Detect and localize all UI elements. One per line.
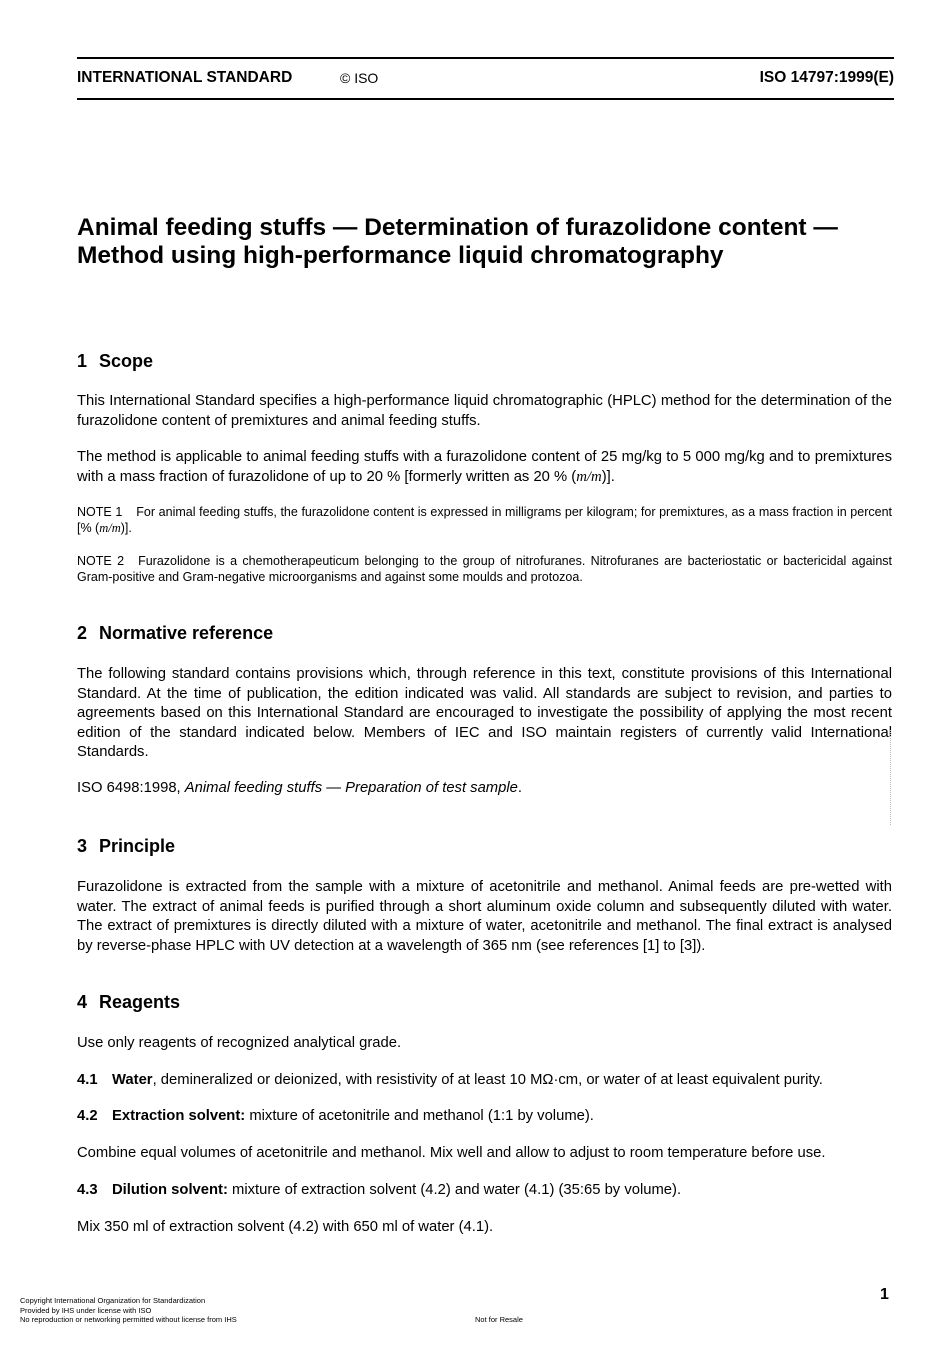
clause-number: 4.1 <box>77 1072 98 1088</box>
reagent-4-1 <box>77 1071 892 1091</box>
scope-note-2 <box>77 553 892 585</box>
scope-para2-end: )]. <box>601 468 615 485</box>
reagent-text: mixture of acetonitrile and methanol (1:1 by volume). <box>245 1108 594 1124</box>
section-title: Principle <box>99 836 176 856</box>
scope-paragraph-2 <box>77 448 892 487</box>
reagents-intro: Use only reagents of recognized analytical grade. <box>77 1035 402 1051</box>
footer-line: No reproduction or networking permitted without license from IHS <box>20 1315 237 1324</box>
section-normative-heading <box>77 623 273 644</box>
not-for-resale-label: Not for Resale <box>475 1315 523 1324</box>
note-text-end: )]. <box>120 521 132 535</box>
section-principle-heading <box>77 836 175 857</box>
note-unit: m/m <box>99 521 121 535</box>
reagent-4-3 <box>77 1181 892 1201</box>
normative-paragraph: The following standard contains provisions which, through reference in this text, constitute provisions of this International Standard. At the time of publication, the edition indicated was valid. All standards are subject to revision, and parties to agreements based on this International Standard are encouraged to investigate the possibility of applying the most recent edition of the standard indicated below. Members of IEC and ISO maintain registers of currently valid International Standards. <box>77 666 892 760</box>
scope-paragraph-1: This International Standard specifies a high-performance liquid chromatographic (HPLC) method for the determination of the furazolidone content of premixtures and animal feeding stuffs. <box>77 393 892 429</box>
section-title: Scope <box>99 351 154 371</box>
section-reagents-heading <box>77 992 180 1013</box>
section-title: Normative reference <box>99 623 274 643</box>
reagent-term: Water <box>112 1072 153 1088</box>
reagent-text: , demineralized or deionized, with resistivity of at least 10 MΩ·cm, or water of at least equivalent purity. <box>152 1072 823 1088</box>
header-bottom-rule <box>77 98 894 100</box>
footer-line: Copyright International Organization for Standardization <box>20 1296 206 1305</box>
note-label: NOTE 1 <box>77 505 123 519</box>
reagent-4-3-paragraph: Mix 350 ml of extraction solvent (4.2) with 650 ml of water (4.1). <box>77 1219 494 1235</box>
reagent-text: mixture of extraction solvent (4.2) and water (4.1) (35:65 by volume). <box>227 1182 682 1198</box>
scope-para2-unit: m/m <box>576 468 602 485</box>
footer-line: Provided by IHS under license with ISO <box>20 1305 152 1315</box>
document-title <box>77 214 907 270</box>
note-label: NOTE 2 <box>77 554 125 568</box>
scope-note-1 <box>77 504 892 536</box>
clause-number: 4.2 <box>77 1108 98 1124</box>
standard-number: ISO 14797:1999(E) <box>759 69 894 86</box>
margin-mark <box>890 730 893 825</box>
note-text: For animal feeding stuffs, the furazolidone content is expressed in milligrams per kilogram; for premixtures, as a mass fraction in percent [% ( <box>77 505 892 535</box>
header-top-rule <box>77 57 894 59</box>
normative-reference-item <box>77 779 892 799</box>
section-scope-heading <box>77 351 153 372</box>
section-title: Reagents <box>99 992 181 1012</box>
section-number: 1 <box>77 351 88 371</box>
note-text: Furazolidone is a chemotherapeuticum belonging to the group of nitrofuranes. Nitrofuranes are bacteriostatic or bactericidal against Gram-positive and Gram-negative microorganisms and against some moulds and protozoa. <box>77 554 892 584</box>
reagent-term: Extraction solvent: <box>112 1108 246 1124</box>
copyright-label: © ISO <box>340 70 379 86</box>
reference-end: . <box>517 780 523 796</box>
title-line-2: Method using high-performance liquid chromatography <box>77 242 724 269</box>
principle-paragraph: Furazolidone is extracted from the sample with a mixture of acetonitrile and methanol. Animal feeds are pre-wetted with water. The extract of animal feeds is purified through a short aluminum oxide column and subsequently diluted with water. The extract of premixtures is directly diluted with a mixture of water, acetonitrile and methanol. The final extract is analysed by reverse-phase HPLC with UV detection at a wavelength of 365 nm (see references [1] to [3]). <box>77 879 892 954</box>
reagent-4-2 <box>77 1107 892 1127</box>
page-number: 1 <box>880 1286 889 1303</box>
clause-number: 4.3 <box>77 1182 98 1198</box>
section-number: 2 <box>77 623 88 643</box>
reference-title: Animal feeding stuffs — Preparation of test sample <box>184 780 518 796</box>
section-number: 4 <box>77 992 88 1012</box>
reagent-4-2-paragraph: Combine equal volumes of acetonitrile and methanol. Mix well and allow to adjust to room temperature before use. <box>77 1145 826 1161</box>
copyright-footer <box>20 1296 237 1325</box>
reference-code: ISO 6498:1998, <box>77 780 185 796</box>
standard-label: INTERNATIONAL STANDARD <box>77 69 293 86</box>
reagent-term: Dilution solvent: <box>112 1182 228 1198</box>
title-line-1: Animal feeding stuffs — Determination of furazolidone content — <box>77 214 838 241</box>
section-number: 3 <box>77 836 88 856</box>
scope-para2-text: The method is applicable to animal feeding stuffs with a furazolidone content of 25 mg/kg to 5 000 mg/kg and to premixtures with a mass fraction of furazolidone of up to 20 % [formerly written as 20 % ( <box>77 449 892 485</box>
page-header <box>77 69 894 91</box>
